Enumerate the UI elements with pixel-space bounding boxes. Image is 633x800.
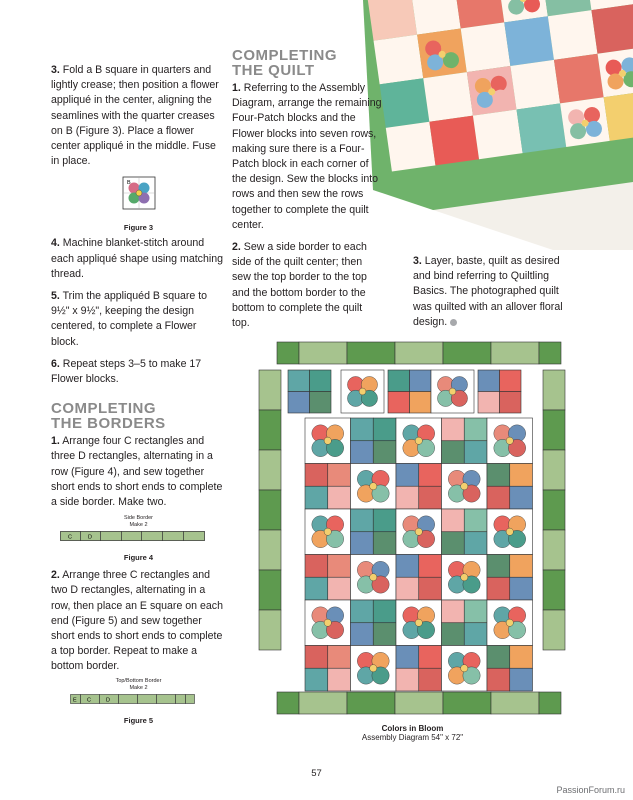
quilt-patch [328,555,351,578]
quilt-patch [500,370,522,392]
page-number: 57 [311,768,322,779]
figure-5-title: Top/Bottom Border [115,677,162,684]
step-number: 3. [51,64,60,76]
flower-center [461,665,468,672]
quilt-patch [396,577,419,600]
step-6 [51,357,226,387]
quilt-patch [396,646,419,669]
quilt-patch [419,464,442,487]
quilt-patch [396,668,419,691]
figure-3-label: B [126,180,131,187]
quilt-patch [328,577,351,600]
flower-center [506,528,513,535]
quilt-patch [328,464,351,487]
quilt-patch [373,623,396,646]
figure-4-make: Make 2 [129,522,148,529]
step-text: Trim the appliquéd B square to 9½" x 9½", keeping the design centered, to complete a Flower block. [51,290,208,348]
quilt-patch [373,509,396,532]
flower-center [461,574,468,581]
quilt-patch [487,486,510,509]
quilt-patch [442,509,465,532]
border-segment [259,610,281,650]
step-number: 4. [51,237,60,250]
border-segment [443,342,491,364]
step-number: 1. [51,435,60,448]
flower-center [415,437,422,444]
step-text: Fold a B square in quarters and lightly crease; then position a flower appliqué in the center, aligning the seamlines with the quarter creases on B (Figure 3). Place a flower center appliqué in the middle. Fuse in place. [51,64,219,168]
figure-3-caption: Figure 3 [123,223,154,233]
quilt-patch [328,486,351,509]
border-segment [347,342,395,364]
flower-center [324,528,331,535]
border-segment [543,530,565,570]
border-segment [259,530,281,570]
quilt-step-1 [232,81,382,233]
quilt-patch [487,668,510,691]
quilt-patch [510,646,533,669]
right-column-step3 [413,254,563,337]
quilt-patch [305,555,328,578]
border-segment [259,410,281,450]
quilt-patch [410,370,432,392]
quilt-patch [500,392,522,414]
quilt-patch [442,600,465,623]
figure-4-title: Side Border [123,515,154,522]
border-segment [543,570,565,610]
border-step-2 [51,568,226,674]
quilt-patch [419,555,442,578]
step-4 [51,236,226,282]
quilt-patch [396,555,419,578]
quilt-patch [419,486,442,509]
border-segment [543,450,565,490]
quilt-patch [464,441,487,464]
quilt-patch [510,486,533,509]
figure-4-diagram [60,531,205,541]
flower-center [370,574,377,581]
quilt-patch [510,555,533,578]
border-segment [259,490,281,530]
quilt-patch [351,623,374,646]
quilt-patch [288,370,310,392]
figure-5-diagram [70,694,195,704]
quilt-patch [396,464,419,487]
quilt-patch [305,464,328,487]
border-segment [491,692,539,714]
quilt-patch [442,418,465,441]
border-segment [539,342,561,364]
border-segment [395,342,443,364]
border-segment [543,410,565,450]
step-5 [51,289,226,350]
quilt-step-3 [413,254,563,330]
quilt-patch [487,464,510,487]
step-number: 3. [413,255,422,267]
quilt-patch [305,646,328,669]
flower-center [415,619,422,626]
quilt-patch [464,532,487,555]
step-text: Layer, baste, quilt as desired and bind referring to Quiltling Basics. The photographed quilt was quilted with an allover floral design. [413,255,563,328]
flower-center [415,528,422,535]
watermark: PassionForum.ru [556,785,625,795]
quilt-patch [487,646,510,669]
quilt-patch [478,392,500,414]
step-number: 1. [232,82,241,94]
end-bullet-icon [450,319,457,326]
flower-center [370,665,377,672]
flower-center [136,190,142,196]
border-segment [299,692,347,714]
border-segment [543,610,565,650]
flower-center [359,388,366,395]
quilt-patch [464,600,487,623]
border-segment [277,692,299,714]
step-number: 2. [51,569,60,582]
flower-center [461,483,468,490]
step-text: Sew a side border to each side of the quilt center; then sew the top border to the top and the bottom border to the bottom to complete the quilt top. [232,241,367,330]
quilt-patch [442,532,465,555]
quilt-patch [310,392,332,414]
quilt-patch [487,577,510,600]
label-d: D [106,697,110,704]
border-segment [299,342,347,364]
quilt-patch [388,392,410,414]
right-column-text [232,48,382,338]
quilt-patch [373,532,396,555]
step-number: 5. [51,290,60,303]
quilt-patch [487,555,510,578]
step-text: Arrange four C rectangles and three D rectangles, alternating in a row (Figure 4), and sew together short ends to short ends to complete a side border. Make two. [51,435,223,509]
quilt-patch [510,577,533,600]
quilt-patch [305,668,328,691]
quilt-patch [310,370,332,392]
border-segment [259,370,281,410]
quilt-patch [510,464,533,487]
quilt-patch [388,370,410,392]
border-segment [347,692,395,714]
quilt-patch [478,370,500,392]
border-segment [259,450,281,490]
quilt-patch [351,509,374,532]
quilt-patch [419,577,442,600]
quilt-patch [442,441,465,464]
border-segment [259,570,281,610]
border-segment [539,692,561,714]
diagram-subtitle: Assembly Diagram 54" x 72" [361,733,464,742]
quilt-patch [351,532,374,555]
quilt-patch [442,623,465,646]
quilt-patch [351,441,374,464]
label-c: C [87,697,91,704]
flower-center [506,619,513,626]
figure-5-make: Make 2 [129,684,148,691]
figure-4-caption: Figure 4 [123,553,154,563]
label-c: C [68,534,72,541]
flower-center [324,619,331,626]
quilt-patch [288,392,310,414]
quilt-patch [328,646,351,669]
label-d: D [88,534,92,541]
flower-center [506,437,513,444]
step-3 [51,63,226,169]
label-e: E [73,697,77,704]
step-number: 2. [232,241,241,254]
border-segment [277,342,299,364]
quilt-patch [305,486,328,509]
step-text: Machine blanket-stitch around each appliqué shape using matching thread. [51,237,223,280]
figure-3-diagram [122,176,156,210]
flower-center [449,388,456,395]
quilt-step-2 [232,240,382,331]
quilt-patch [351,600,374,623]
figure-5 [51,678,226,725]
quilt-patch [510,668,533,691]
border-step-1 [51,434,226,510]
quilt-patch [396,486,419,509]
quilt-patch [464,509,487,532]
quilt-patch [373,441,396,464]
quilt-patch [305,577,328,600]
step-number: 6. [51,357,60,370]
assembly-diagram [255,340,570,720]
border-segment [395,692,443,714]
diagram-title: Colors in Bloom [381,724,444,733]
step-text: Arrange three C rectangles and two D rectangles, alternating in a row, then place an E square on each end (Figure 5) and sew together short ends to short ends to complete a top border. Repeat to make a bottom border. [51,569,223,673]
border-segment [443,692,491,714]
border-segment [543,490,565,530]
border-segment [543,370,565,410]
quilt-patch [464,418,487,441]
quilt-photo [363,0,633,250]
quilt-patch [351,418,374,441]
quilt-patch [464,623,487,646]
quilt-patch [328,668,351,691]
quilt-patch [373,600,396,623]
figure-5-caption: Figure 5 [123,715,154,725]
flower-center [370,483,377,490]
quilt-patch [419,646,442,669]
quilt-patch [410,392,432,414]
diagram-caption [255,724,570,742]
figure-4 [51,515,226,562]
step-text: Referring to the Assembly Diagram, arrange the remaining Four-Patch blocks and the Flower blocks into seven rows, making sure there is a Four-Patch block in each corner of the design. Sew the blocks into rows and then sew the rows together to complete the quilt center. [232,82,382,231]
step-text: Repeat steps 3–5 to make 17 Flower blocks. [51,357,202,386]
quilt-patch [419,668,442,691]
heading-completing-quilt: COMPLETING THE QUILT [232,47,337,79]
flower-center [324,437,331,444]
figure-3 [51,176,226,232]
heading-completing-borders: COMPLETING THE BORDERS [51,400,166,433]
left-column [51,63,226,725]
border-segment [491,342,539,364]
quilt-patch [373,418,396,441]
